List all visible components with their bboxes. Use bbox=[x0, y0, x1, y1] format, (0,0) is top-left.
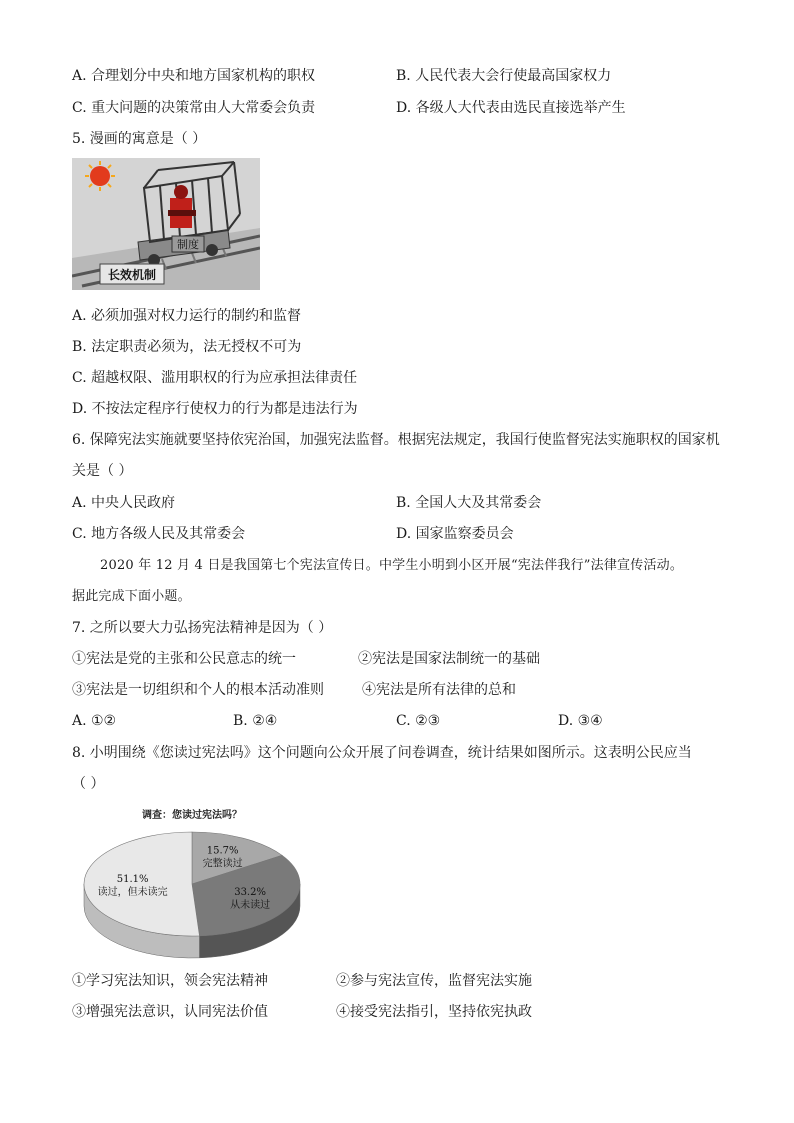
q6-stem-line2: 关是（ ） bbox=[72, 463, 133, 479]
cage-label: 制度 bbox=[177, 238, 199, 251]
pie-category-label: 从未读过 bbox=[230, 899, 271, 911]
q8-statement-2: ②参与宪法宣传，监督宪法实施 bbox=[336, 973, 532, 989]
q6-option-b: B. 全国人大及其常委会 bbox=[396, 495, 542, 511]
q6-option-a: A. 中央人民政府 bbox=[72, 495, 176, 511]
q4-option-a: A. 合理划分中央和地方国家机构的职权 bbox=[72, 68, 316, 84]
pie-value-label: 51.1% bbox=[116, 873, 149, 885]
q5-stem: 5. 漫画的寓意是（ ） bbox=[72, 131, 207, 147]
q7-statement-1: ①宪法是党的主张和公民意志的统一 bbox=[72, 651, 296, 667]
q5-option-b: B. 法定职责必须为，法无授权不可为 bbox=[72, 339, 302, 355]
q4-option-d: D. 各级人大代表由选民直接选举产生 bbox=[396, 100, 626, 116]
q6-option-d: D. 国家监察委员会 bbox=[396, 526, 514, 542]
q7-statement-4: ④宪法是所有法律的总和 bbox=[362, 682, 516, 698]
q6-option-c: C. 地方各级人民及其常委会 bbox=[72, 526, 246, 542]
q8-statement-4: ④接受宪法指引，坚持依宪执政 bbox=[336, 1004, 532, 1020]
q4-option-b: B. 人民代表大会行使最高国家权力 bbox=[396, 68, 612, 84]
pie-category-label: 完整读过 bbox=[202, 858, 243, 870]
pie-value-label: 33.2% bbox=[234, 886, 266, 898]
q7-statement-2: ②宪法是国家法制统一的基础 bbox=[358, 651, 540, 667]
q8-statement-3: ③增强宪法意识，认同宪法价值 bbox=[72, 1004, 268, 1020]
q7-choice-c: C. ②③ bbox=[396, 713, 441, 729]
q4-option-c: C. 重大问题的决策常由人大常委会负责 bbox=[72, 100, 316, 116]
cartoon-image bbox=[72, 158, 260, 290]
q7-stem: 7. 之所以要大力弘扬宪法精神是因为（ ） bbox=[72, 620, 333, 636]
q6-stem-line1: 6. 保障宪法实施就要坚持依宪治国，加强宪法监督。根据宪法规定，我国行使监督宪法实施职权的国家机 bbox=[72, 432, 720, 448]
q5-option-a: A. 必须加强对权力运行的制约和监督 bbox=[72, 308, 302, 324]
q7-choice-d: D. ③④ bbox=[558, 713, 603, 729]
q7-choice-a: A. ①② bbox=[72, 713, 117, 729]
q5-option-d: D. 不按法定程序行使权力的行为都是违法行为 bbox=[72, 401, 358, 417]
chart-title: 调查：您读过宪法吗？ bbox=[142, 810, 242, 821]
q5-option-c: C. 超越权限、滥用职权的行为应承担法律责任 bbox=[72, 370, 358, 386]
survey-pie-chart bbox=[72, 804, 312, 964]
q8-stem-line1: 8. 小明围绕《您读过宪法吗》这个问题向公众开展了问卷调查，统计结果如图所示。这表明公民应当 bbox=[72, 745, 692, 761]
q7-choice-b: B. ②④ bbox=[233, 713, 278, 729]
context-line2: 据此完成下面小题。 bbox=[72, 589, 191, 604]
q8-stem-line2: （ ） bbox=[72, 776, 105, 792]
q7-statement-3: ③宪法是一切组织和个人的根本活动准则 bbox=[72, 682, 324, 698]
pie-category-label: 读过，但未读完 bbox=[97, 886, 168, 898]
context-line1: 2020 年 12 月 4 日是我国第七个宪法宣传日。中学生小明到小区开展“宪法伴我行”法律宣传活动。 bbox=[100, 558, 684, 573]
pie-value-label: 15.7% bbox=[206, 845, 239, 857]
q8-statement-1: ①学习宪法知识，领会宪法精神 bbox=[72, 973, 268, 989]
sign-label: 长效机制 bbox=[107, 268, 157, 282]
